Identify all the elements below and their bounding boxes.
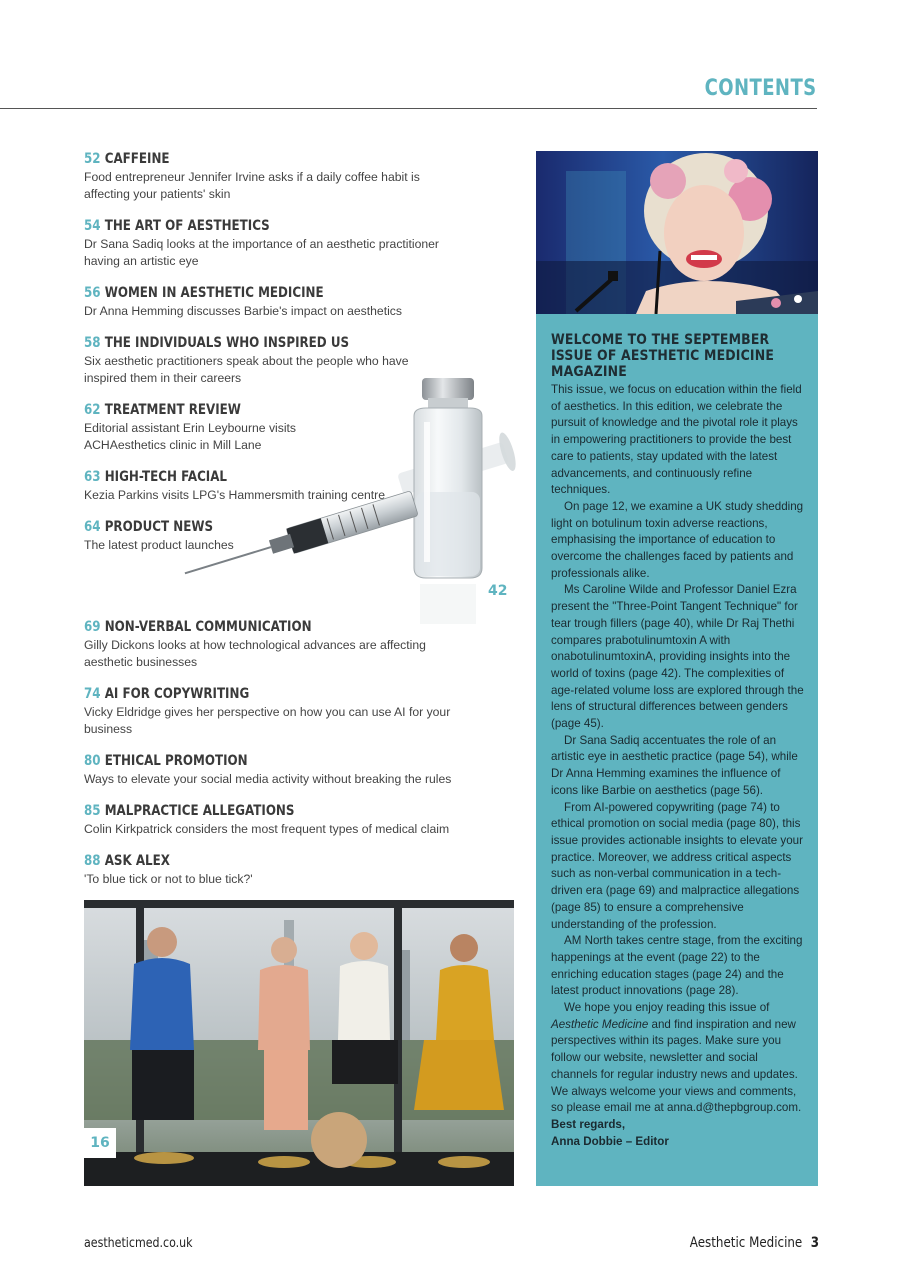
toc-entry-ai-for-copywriting[interactable] [84,685,454,738]
toc-title: NON-VERBAL COMMUNICATION [104,619,312,635]
toc-entry-caffeine[interactable] [84,150,454,203]
toc-description: Kezia Parkins visits LPG's Hammersmith training centre [84,488,386,502]
toc-page-number: 74 [84,686,101,702]
toc-page-number: 80 [84,753,101,769]
toc-title: CAFFEINE [104,151,170,167]
toc-description: 'To blue tick or not to blue tick?' [84,872,253,886]
toc-page-number: 52 [84,151,101,167]
footer-website-link[interactable]: aestheticmed.co.uk [84,1236,193,1251]
signoff: Best regards, [551,1117,626,1131]
toc-title: THE ART OF AESTHETICS [104,218,270,234]
toc-entry-art-of-aesthetics[interactable] [84,217,454,270]
toc-description: Six aesthetic practitioners speak about the people who have inspired them in their careers [84,354,409,385]
toc-title: AI FOR COPYWRITING [104,686,250,702]
toc-title: ETHICAL PROMOTION [104,753,248,769]
editor-letter-paragraph: On page 12, we examine a UK study shedding light on botulinum toxin adverse reactions, emphasising the importance of education to overcome the challenges faced by patients and professionals alike. [551,499,804,580]
vial-syringe-image[interactable] [170,372,540,632]
toc-page-number: 88 [84,853,101,869]
page-number: 3 [810,1235,819,1251]
toc-page-number: 85 [84,803,101,819]
editor-letter-paragraph: AM North takes centre stage, from the exciting happenings at the event (page 22) to the enriching education stages (page 24) and the latest product innovations (page 28). [551,934,803,998]
toc-page-number: 54 [84,218,101,234]
toc-description: Vicky Eldridge gives her perspective on how you can use AI for your business [84,705,451,736]
toc-title: MALPRACTICE ALLEGATIONS [104,803,295,819]
editor-letter-title: WELCOME TO THE SEPTEMBER ISSUE OF AESTHETIC MEDICINE MAGAZINE [551,332,775,380]
toc-description: Dr Sana Sadiq looks at the importance of an aesthetic practitioner having an artistic eye [84,237,439,268]
editor-letter-body [551,382,806,1117]
page-ref-badge: 42 [488,583,508,599]
editor-letter-panel [536,314,818,1186]
toc-title: THE INDIVIDUALS WHO INSPIRED US [104,335,350,351]
toc-page-number: 58 [84,335,101,351]
toc-description: Editorial assistant Erin Leybourne visits ACHAesthetics clinic in Mill Lane [84,421,297,452]
toc-page-number: 69 [84,619,101,635]
toc-page-number: 64 [84,519,101,535]
page-ref-badge: 16 [84,1128,116,1158]
toc-page-number: 56 [84,285,101,301]
toc-description: The latest product launches [84,538,234,552]
editor-photo[interactable] [536,151,818,314]
panel-discussion-photo[interactable] [84,900,514,1186]
footer-magazine [690,1235,819,1251]
toc-entry-malpractice-allegations[interactable] [84,802,454,838]
magazine-name: Aesthetic Medicine [551,1017,649,1031]
toc-title: WOMEN IN AESTHETIC MEDICINE [104,285,324,301]
editor-letter-closing [551,1000,806,1117]
closing-text: We hope you enjoy reading this issue of [564,1001,770,1015]
header-divider [0,108,817,109]
toc-description: Food entrepreneur Jennifer Irvine asks if a daily coffee habit is affecting your patients' skin [84,170,420,201]
toc-description: Dr Anna Hemming discusses Barbie's impact on aesthetics [84,304,402,318]
footer-magazine-name: Aesthetic Medicine [689,1235,803,1251]
toc-page-number: 62 [84,402,101,418]
toc-title: HIGH-TECH FACIAL [104,469,228,485]
toc-description: Gilly Dickons looks at how technological advances are affecting aesthetic businesses [84,638,426,669]
page-title: CONTENTS [705,76,817,101]
editor-letter-paragraph: Dr Sana Sadiq accentuates the role of an artistic eye in aesthetic practice (page 54), while Dr Anna Hemming examines the influence of icons like Barbie on aesthetics (page 56). [551,733,798,797]
toc-description: Ways to elevate your social media activity without breaking the rules [84,772,452,786]
toc-entry-women-in-aesthetic-medicine[interactable] [84,284,454,320]
toc-title: ASK ALEX [104,853,170,869]
toc-title: PRODUCT NEWS [104,519,214,535]
editor-letter-paragraph: Ms Caroline Wilde and Professor Daniel Ezra present the "Three-Point Tangent Technique" for tear trough fillers (page 40), while Dr Raj Thethi compares prabotulinumtoxin A with onabotulinumtoxinA, providing insights into the world of toxins (page 42). The complexities of age-related volume loss are explored through the lens of structural differences between genders (page 45). [551,583,804,731]
toc-entry-ethical-promotion[interactable] [84,752,454,788]
editor-signature: Anna Dobbie – Editor [551,1134,669,1148]
toc-page-number: 63 [84,469,101,485]
closing-text: and find inspiration and new perspectives within its pages. Make sure you follow our website, newsletter and social channels for regular industry news and updates. We always welcome your views and comments, so please email me at anna.d@thepbgroup.com. [551,1017,802,1115]
toc-description: Colin Kirkpatrick considers the most frequent types of medical claim [84,822,450,836]
editor-letter-paragraph: This issue, we focus on education within the field of aesthetics. In this edition, we celebrate the pursuit of knowledge and the pivotal role it plays in empowering practitioners to provide the best care to patients, stay updated with the latest advancements, and continuously refine techniques. [551,383,802,497]
editor-letter-paragraph: From AI-powered copywriting (page 74) to ethical promotion on social media (page 80), this issue provides actionable insights to elevate your practice. Moreover, we address critical aspects such as non-verbal communication in a tech-driven era (page 69) and malpractice allegations (page 85) to ensure a comprehensive understanding of the profession. [551,800,803,931]
toc-title: TREATMENT REVIEW [104,402,241,418]
toc-entry-ask-alex[interactable] [84,852,454,888]
